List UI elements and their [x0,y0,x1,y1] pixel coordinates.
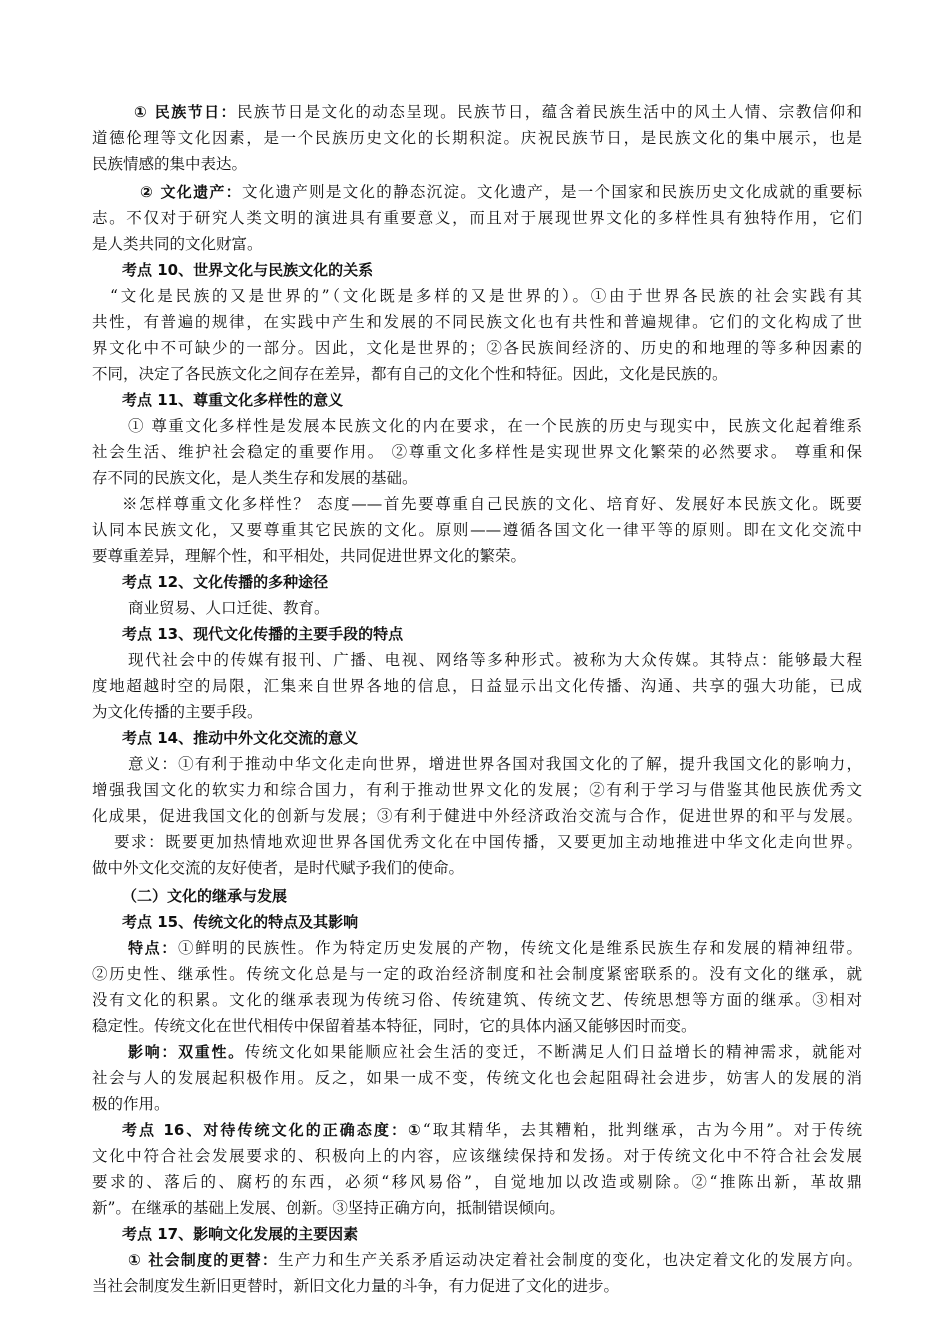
section-heading [122,570,862,594]
body-text: 共性，有普遍的规律，在实践中产生和发展的不同民族文化也有共性和普遍规律。它们的文化构成了世 [92,313,862,331]
body-text: 极的作用。 [92,1095,170,1113]
bold-lead-text: ② 文化遗产： [140,183,242,201]
heading-text: 考点 14、推动中外文化交流的意义 [122,729,359,747]
body-text: 志。不仅对于研究人类文明的演进具有重要意义，而且对于展现世界文化的多样性具有独特作用，它们 [92,209,862,227]
body-text: 认同本民族文化，又要尊重其它民族的文化。原则——遵循各国文化一律平等的原则。即在文化交流中 [92,521,862,539]
heading-text: 考点 11、尊重文化多样性的意义 [122,391,344,409]
body-text: 稳定性。传统文化在世代相传中保留着基本特征，同时，它的具体内涵又能够因时而变。 [92,1017,697,1035]
body-text: 是人类共同的文化财富。 [92,235,263,253]
body-text: 文化遗产则是文化的静态沉淀。文化遗产，是一个国家和民族历史文化成就的重要标 [241,183,862,201]
paragraph-line [140,180,862,204]
heading-text: 考点 17、影响文化发展的主要因素 [122,1225,359,1243]
paragraph-line [114,830,862,854]
body-text: 道德伦理等文化因素，是一个民族历史文化的长期积淀。庆祝民族节日，是民族文化的集中展示，也是 [92,129,862,147]
body-text: 不同，决定了各民族文化之间存在差异，都有自己的文化个性和特征。因此，文化是民族的。 [92,365,728,383]
section-heading [122,910,862,934]
body-text: ①鲜明的民族性。作为特定历史发展的产物，传统文化是维系民族生存和发展的精神纽带。 [177,939,862,957]
body-text: 化成果，促进我国文化的创新与发展；③有利于健进中外经济政治交流与合作，促进世界的和平与发展。 [92,807,862,825]
paragraph-line [92,206,862,230]
section-heading [122,1222,862,1246]
body-text: 为文化传播的主要手段。 [92,703,263,721]
paragraph-line [92,1014,862,1038]
paragraph-line [92,152,862,176]
paragraph-line [92,126,862,150]
body-text: 文化中符合社会发展要求的、积极向上的内容，应该继续保持和发扬。对于传统文化中不符合社会发展 [92,1147,862,1165]
body-text: 民族情感的集中表达。 [92,155,248,173]
heading-text: 考点 12、文化传播的多种途径 [122,573,329,591]
heading-text: （二）文化的继承与发展 [122,887,288,905]
paragraph-line [92,544,862,568]
bold-lead-text: 考点 16、对待传统文化的正确态度：① [122,1121,423,1139]
body-text: 增强我国文化的软实力和综合国力，有利于推动世界文化的发展；②有利于学习与借鉴其他民族优秀文 [92,781,862,799]
paragraph-line [92,1144,862,1168]
body-text: ① 尊重文化多样性是发展本民族文化的内在要求，在一个民族的历史与现实中，民族文化起着维系 [128,417,862,435]
body-text: 要求的、落后的、腐朽的东西，必须“移风易俗”，自觉地加以改造或剔除。②“推陈出新，革故鼎 [92,1173,862,1191]
body-text: 界文化中不可缺少的一部分。因此，文化是世界的；②各民族间经济的、历史的和地理的等多种因素的 [92,339,862,357]
paragraph-line [92,440,862,464]
paragraph-line [92,1196,862,1220]
paragraph-line [92,1092,862,1116]
paragraph-line [122,1118,862,1142]
paragraph-line [128,648,862,672]
paragraph-line [92,962,862,986]
section-heading [122,388,862,412]
paragraph-line [92,778,862,802]
body-text: 要尊重差异，理解个性，和平相处，共同促进世界文化的繁荣。 [92,547,527,565]
bold-lead-text: ① 民族节日： [134,103,237,121]
body-text: 社会与人的发展起积极作用。反之，如果一成不变，传统文化也会起阻碍社会进步，妨害人的发展的消 [92,1069,862,1087]
body-text: ※怎样尊重文化多样性？ 态度——首先要尊重自己民族的文化、培育好、发展好本民族文化。既要 [122,495,862,513]
body-text: 当社会制度发生新旧更替时，新旧文化力量的斗争，有力促进了文化的进步。 [92,1277,620,1295]
paragraph-line [92,336,862,360]
paragraph-line [128,936,862,960]
paragraph-line [128,1040,862,1064]
section-heading [122,622,862,646]
paragraph-line [92,856,862,880]
body-text: 商业贸易、人口迁徙、教育。 [128,599,330,617]
body-text: “文化是民族的又是世界的”（文化既是多样的又是世界的）。①由于世界各民族的社会实践有其 [110,287,862,305]
paragraph-line [92,232,862,256]
body-text: 现代社会中的传媒有报刊、广播、电视、网络等多种形式。被称为大众传媒。其特点：能够最大程 [128,651,862,669]
body-text: 度地超越时空的局限，汇集来自世界各地的信息，日益显示出文化传播、沟通、共享的强大功能，已成 [92,677,862,695]
paragraph-line [92,700,862,724]
paragraph-line [92,362,862,386]
paragraph-line [92,804,862,828]
body-text: 要求：既要更加热情地欢迎世界各国优秀文化在中国传播，又要更加主动地推进中华文化走向世界。 [114,833,862,851]
paragraph-line [92,518,862,542]
paragraph-line [110,284,862,308]
paragraph-line [92,1170,862,1194]
paragraph-line [122,492,862,516]
paragraph-line [92,466,862,490]
bold-lead-text: ① 社会制度的更替： [128,1251,279,1269]
paragraph-line [92,310,862,334]
paragraph-line [92,1274,862,1298]
bold-lead-text: 影响：双重性。 [128,1043,245,1061]
body-text: 没有文化的积累。文化的继承表现为传统习俗、传统建筑、传统文艺、传统思想等方面的继承。③相对 [92,991,862,1009]
paragraph-line [92,1066,862,1090]
paragraph-line [92,988,862,1012]
section-heading [122,258,862,282]
bold-lead-text: 特点： [128,939,178,957]
paragraph-line [134,100,862,124]
paragraph-line [92,674,862,698]
body-text: 传统文化如果能顺应社会生活的变迁，不断满足人们日益增长的精神需求，就能对 [244,1043,862,1061]
body-text: ②历史性、继承性。传统文化总是与一定的政治经济制度和社会制度紧密联系的。没有文化的继承，就 [92,965,862,983]
body-text: 新”。在继承的基础上发展、创新。③坚持正确方向，抵制错误倾向。 [92,1199,565,1217]
paragraph-line [128,752,862,776]
body-text: “取其精华，去其糟粕，批判继承，古为今用”。对于传统 [422,1121,862,1139]
paragraph-line [128,414,862,438]
section-heading [122,884,862,908]
body-text: 做中外文化交流的友好使者，是时代赋予我们的使命。 [92,859,465,877]
body-text: 存不同的民族文化，是人类生存和发展的基础。 [92,469,418,487]
body-text: 意义：①有利于推动中华文化走向世界，增进世界各国对我国文化的了解，提升我国文化的影响力， [128,755,862,773]
heading-text: 考点 13、现代文化传播的主要手段的特点 [122,625,404,643]
heading-text: 考点 10、世界文化与民族文化的关系 [122,261,374,279]
body-text: 民族节日是文化的动态呈现。民族节日，蕴含着民族生活中的风土人情、宗教信仰和 [236,103,862,121]
paragraph-line [128,1248,862,1272]
section-heading [122,726,862,750]
paragraph-line [128,596,862,620]
heading-text: 考点 15、传统文化的特点及其影响 [122,913,359,931]
body-text: 生产力和生产关系矛盾运动决定着社会制度的变化，也决定着文化的发展方向。 [278,1251,862,1269]
body-text: 社会生活、维护社会稳定的重要作用。 ②尊重文化多样性是实现世界文化繁荣的必然要求。 尊重和保 [92,443,862,461]
